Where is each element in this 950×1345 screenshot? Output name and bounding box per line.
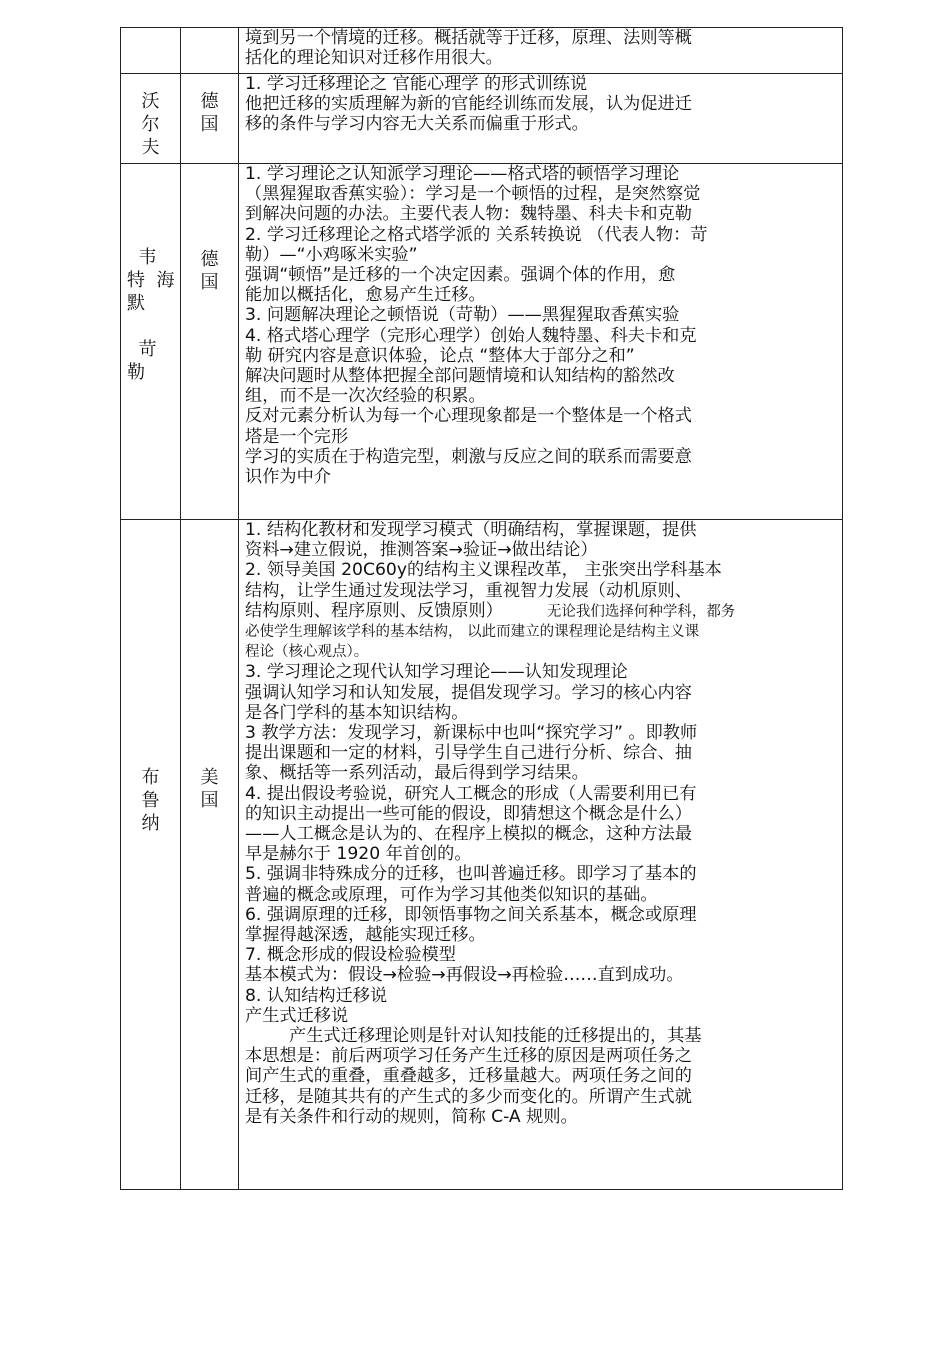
table-row [121, 74, 843, 164]
country-cell: 美 国 [181, 520, 239, 1190]
text-line: 早是赫尔于 1920 年首创的。 [245, 844, 472, 865]
document-table [120, 27, 843, 1190]
person-name-cell: 沃 尔 夫 [121, 74, 181, 164]
text-line: 勒 研究内容是意识体验，论点 “整体大于部分之和” [245, 345, 635, 366]
country-cell [181, 28, 239, 74]
text-line: 象、概括等一系列活动，最后得到学习结果。 [245, 763, 589, 784]
text-line: 6. 强调原理的迁移，即领悟事物之间关系基本，概念或原理 [245, 904, 697, 925]
person-name-cell: 韦 特 海 默 苛 勒 [121, 164, 181, 520]
text-line: 3 教学方法：发现学习，新课标中也叫“探究学习” 。即教师 [245, 723, 698, 744]
text-line: 资料→建立假说，推测答案→验证→做出结论） [245, 540, 598, 561]
text-line: ——人工概念是认为的、在程序上模拟的概念，这种方法最 [245, 824, 692, 845]
country-cell: 德 国 [181, 164, 239, 520]
text-line: 他把迁移的实质理解为新的官能经训练而发展，认为促进迁 [245, 94, 692, 115]
text-line: 提出课题和一定的材料，引导学生自己进行分析、综合、抽 [245, 743, 692, 764]
text-line: 1. 学习迁移理论之 官能心理学 的形式训练说 [245, 74, 588, 94]
country-cell: 德 国 [181, 74, 239, 164]
text-line: 产生式迁移说 [245, 1005, 349, 1026]
small-text: 无论我们选择何种学科，都务 [546, 603, 736, 620]
text-line: 解决问题时从整体把握全部问题情境和认知结构的豁然改 [245, 366, 675, 387]
content-cell [239, 520, 843, 1190]
text-line: 能加以概括化，愈易产生迁移。 [245, 285, 486, 306]
text-line: 7. 概念形成的假设检验模型 [245, 945, 456, 966]
text-line: 括化的理论知识对迁移作用很大。 [245, 48, 503, 69]
text-line: 强调认知学习和认知发展，提倡发现学习。学习的核心内容 [245, 682, 692, 703]
text-line: 强调“顿悟”是迁移的一个决定因素。强调个体的作用，愈 [245, 265, 676, 286]
table-row [121, 520, 843, 1190]
text-line: 结构原则、程序原则、反馈原则） 无论我们选择何种学科，都务 [245, 600, 736, 621]
text-line: 的知识主动提出一些可能的假设，即猜想这个概念是什么） [245, 803, 692, 824]
text-line: 学习的实质在于构造完型，刺激与反应之间的联系而需要意 [245, 446, 692, 467]
text-line: 5. 强调非特殊成分的迁移，也叫普遍迁移。即学习了基本的 [245, 864, 697, 885]
table-row [121, 164, 843, 520]
text-line: 普遍的概念或原理，可作为学习其他类似知识的基础。 [245, 884, 658, 905]
text-line: 识作为中介 [245, 467, 331, 488]
content-cell [239, 74, 843, 164]
text-line: （黑猩猩取香蕉实验）：学习是一个顿悟的过程，是突然察觉 [245, 184, 701, 205]
text-line: 勒）—“小鸡啄米实验” [245, 244, 418, 265]
text-line: 反对元素分析认为每一个心理现象都是一个整体是一个格式 [245, 406, 692, 427]
person-name-cell [121, 28, 181, 74]
content-cell [239, 164, 843, 520]
text-line: 移的条件与学习内容无大关系而偏重于形式。 [245, 114, 589, 135]
text-line: 本思想是：前后两项学习任务产生迁移的原因是两项任务之 [245, 1046, 692, 1067]
text-line: 是各门学科的基本知识结构。 [245, 702, 469, 723]
text-line: 1. 学习理论之认知派学习理论——格式塔的顿悟学习理论 [245, 164, 680, 184]
text-line: 3. 学习理论之现代认知学习理论——认知发现理论 [245, 662, 628, 683]
table-row [121, 28, 843, 74]
text-line: 必使学生理解该学科的基本结构， 以此而建立的课程理论是结构主义课 [245, 624, 700, 641]
text-line: 间产生式的重叠，重叠越多，迁移量越大。两项任务之间的 [245, 1066, 692, 1087]
text-line: 迁移，是随其共有的产生式的多少而变化的。所谓产生式就 [245, 1086, 692, 1107]
text-line: 塔是一个完形 [245, 426, 349, 447]
text-line: 组，而不是一次次经验的积累。 [245, 386, 486, 407]
text-line: 4. 提出假设考验说，研究人工概念的形成（人需要利用已有 [245, 783, 697, 804]
text-line: 是有关条件和行动的规则，简称 C-A 规则。 [245, 1106, 578, 1127]
content-cell [239, 28, 843, 74]
text-line: 8. 认知结构迁移说 [245, 985, 388, 1006]
text-line: 境到另一个情境的迁移。概括就等于迁移，原理、法则等概 [245, 28, 692, 48]
text-line: 4. 格式塔心理学（完形心理学）创始人魏特墨、科夫卡和克 [245, 325, 697, 346]
text-line: 产生式迁移理论则是针对认知技能的迁移提出的，其基 [289, 1026, 702, 1047]
text-line: 到解决问题的办法。主要代表人物：魏特墨、科夫卡和克勒 [245, 204, 692, 225]
text-line: 2. 学习迁移理论之格式塔学派的 关系转换说 （代表人物：苛 [245, 224, 708, 245]
text-line: 3. 问题解决理论之顿悟说（苛勒）——黑猩猩取香蕉实验 [245, 305, 680, 326]
text-line: 结构，让学生通过发现法学习，重视智力发展（动机原则、 [245, 580, 692, 601]
text-line: 基本模式为：假设→检验→再假设→再检验……直到成功。 [245, 965, 684, 986]
text-line: 掌握得越深透，越能实现迁移。 [245, 925, 486, 946]
text-line: 程论（核心观点）。 [245, 644, 369, 661]
person-name-cell: 布 鲁 纳 [121, 520, 181, 1190]
text-line: 2. 领导美国 20C60y的结构主义课程改革， 主张突出学科基本 [245, 560, 722, 581]
text-line: 1. 结构化教材和发现学习模式（明确结构，掌握课题，提供 [245, 520, 697, 540]
